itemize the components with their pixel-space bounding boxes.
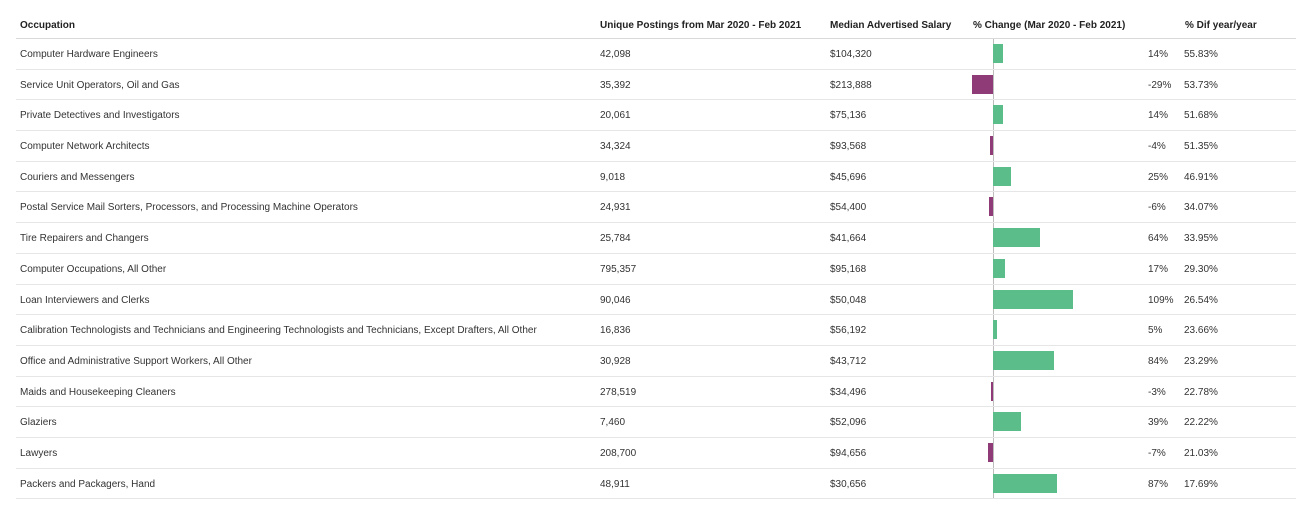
table-row[interactable] xyxy=(16,100,1296,131)
header-occupation[interactable]: Occupation xyxy=(20,20,76,31)
salary-cell: $43,712 xyxy=(830,355,867,367)
table-row[interactable] xyxy=(16,254,1296,285)
zero-axis-line xyxy=(993,438,994,468)
change-label: 25% xyxy=(1148,171,1169,183)
occupation-table xyxy=(16,10,1296,499)
change-bar[interactable] xyxy=(993,412,1021,431)
dif-cell: 46.91% xyxy=(1184,171,1218,183)
occupation-cell: Postal Service Mail Sorters, Processors, and Processing Machine Operators xyxy=(20,202,358,214)
header-dif[interactable]: % Dif year/year xyxy=(1185,20,1257,31)
table-row[interactable] xyxy=(16,315,1296,346)
change-label: -29% xyxy=(1148,79,1172,91)
occupation-cell: Loan Interviewers and Clerks xyxy=(20,294,150,306)
dif-cell: 55.83% xyxy=(1184,49,1218,60)
occupation-cell: Couriers and Messengers xyxy=(20,171,135,183)
salary-cell: $50,048 xyxy=(830,294,867,306)
table-row[interactable] xyxy=(16,192,1296,223)
change-bar[interactable] xyxy=(993,351,1054,370)
table-row[interactable] xyxy=(16,285,1296,316)
change-label: 14% xyxy=(1148,110,1169,122)
zero-axis-line xyxy=(993,70,994,100)
occupation-cell: Computer Hardware Engineers xyxy=(20,49,158,60)
postings-cell: 278,519 xyxy=(600,386,637,398)
change-label: 14% xyxy=(1148,49,1169,60)
salary-cell: $94,656 xyxy=(830,447,867,459)
change-label: -6% xyxy=(1148,202,1166,214)
salary-cell: $95,168 xyxy=(830,263,867,275)
change-bar[interactable] xyxy=(993,474,1057,493)
salary-cell: $34,496 xyxy=(830,386,867,398)
header-postings[interactable]: Unique Postings from Mar 2020 - Feb 2021 xyxy=(600,20,802,31)
postings-cell: 24,931 xyxy=(600,202,631,214)
table-row[interactable] xyxy=(16,469,1296,500)
zero-axis-line xyxy=(993,192,994,222)
occupation-cell: Computer Network Architects xyxy=(20,141,150,153)
postings-cell: 795,357 xyxy=(600,263,637,275)
change-label: -7% xyxy=(1148,447,1166,459)
change-label: 17% xyxy=(1148,263,1169,275)
table-body xyxy=(16,39,1296,499)
postings-cell: 208,700 xyxy=(600,447,637,459)
dif-cell: 33.95% xyxy=(1184,233,1218,245)
postings-cell: 42,098 xyxy=(600,49,631,60)
change-bar[interactable] xyxy=(989,197,993,216)
table-row[interactable] xyxy=(16,407,1296,438)
change-bar[interactable] xyxy=(991,382,993,401)
change-bar[interactable] xyxy=(993,259,1005,278)
occupation-cell: Private Detectives and Investigators xyxy=(20,110,180,122)
salary-cell: $45,696 xyxy=(830,171,867,183)
table-row[interactable] xyxy=(16,438,1296,469)
dif-cell: 26.54% xyxy=(1184,294,1218,306)
salary-cell: $213,888 xyxy=(830,79,872,91)
table-row[interactable] xyxy=(16,39,1296,70)
change-label: 5% xyxy=(1148,325,1163,337)
change-bar[interactable] xyxy=(993,320,997,339)
change-bar[interactable] xyxy=(988,443,993,462)
table-row[interactable] xyxy=(16,346,1296,377)
postings-cell: 90,046 xyxy=(600,294,631,306)
salary-cell: $41,664 xyxy=(830,233,867,245)
occupation-cell: Service Unit Operators, Oil and Gas xyxy=(20,79,180,91)
occupation-cell: Calibration Technologists and Technicians and Engineering Technologists and Technicians, Except Drafters, All Other xyxy=(20,325,537,337)
header-salary[interactable]: Median Advertised Salary xyxy=(830,20,952,31)
table-row[interactable] xyxy=(16,131,1296,162)
salary-cell: $30,656 xyxy=(830,478,867,490)
change-label: -4% xyxy=(1148,141,1166,153)
occupation-cell: Packers and Packagers, Hand xyxy=(20,478,156,490)
postings-cell: 9,018 xyxy=(600,171,626,183)
dif-cell: 34.07% xyxy=(1184,202,1218,214)
dif-cell: 22.22% xyxy=(1184,417,1218,429)
change-bar[interactable] xyxy=(993,105,1003,124)
occupation-cell: Lawyers xyxy=(20,447,58,459)
change-bar[interactable] xyxy=(993,44,1003,63)
salary-cell: $56,192 xyxy=(830,325,867,337)
salary-cell: $104,320 xyxy=(830,49,872,60)
table-row[interactable] xyxy=(16,223,1296,254)
postings-cell: 16,836 xyxy=(600,325,631,337)
dif-cell: 51.35% xyxy=(1184,141,1218,153)
change-label: 84% xyxy=(1148,355,1169,367)
change-bar[interactable] xyxy=(972,75,993,94)
zero-axis-line xyxy=(993,131,994,161)
dif-cell: 23.66% xyxy=(1184,325,1218,337)
change-label: 64% xyxy=(1148,233,1169,245)
postings-cell: 20,061 xyxy=(600,110,631,122)
postings-cell: 48,911 xyxy=(600,478,630,490)
change-label: -3% xyxy=(1148,386,1166,398)
salary-cell: $93,568 xyxy=(830,141,867,153)
occupation-cell: Tire Repairers and Changers xyxy=(20,233,149,245)
table-row[interactable] xyxy=(16,70,1296,101)
occupation-cell: Office and Administrative Support Workers, All Other xyxy=(20,355,252,367)
dif-cell: 21.03% xyxy=(1184,447,1218,459)
dif-cell: 51.68% xyxy=(1184,110,1218,122)
occupation-cell: Computer Occupations, All Other xyxy=(20,263,167,275)
change-bar[interactable] xyxy=(990,136,993,155)
zero-axis-line xyxy=(993,377,994,407)
table-row[interactable] xyxy=(16,162,1296,193)
change-label: 87% xyxy=(1148,478,1169,490)
occupation-cell: Glaziers xyxy=(20,417,57,429)
table-header xyxy=(16,10,1296,39)
salary-cell: $75,136 xyxy=(830,110,867,122)
postings-cell: 30,928 xyxy=(600,355,631,367)
change-label: 39% xyxy=(1148,417,1169,429)
change-bar[interactable] xyxy=(993,228,1040,247)
occupation-cell: Maids and Housekeeping Cleaners xyxy=(20,386,176,398)
change-label: 109% xyxy=(1148,294,1174,306)
dif-cell: 17.69% xyxy=(1184,478,1218,490)
dif-cell: 29.30% xyxy=(1184,263,1218,275)
dif-cell: 53.73% xyxy=(1184,79,1218,91)
change-bar[interactable] xyxy=(993,167,1011,186)
table-row[interactable] xyxy=(16,377,1296,408)
dif-cell: 23.29% xyxy=(1184,355,1218,367)
postings-cell: 35,392 xyxy=(600,79,631,91)
salary-cell: $52,096 xyxy=(830,417,867,429)
postings-cell: 7,460 xyxy=(600,417,626,429)
postings-cell: 25,784 xyxy=(600,233,631,245)
header-change[interactable]: % Change (Mar 2020 - Feb 2021) xyxy=(973,20,1126,31)
salary-cell: $54,400 xyxy=(830,202,867,214)
dif-cell: 22.78% xyxy=(1184,386,1218,398)
postings-cell: 34,324 xyxy=(600,141,631,153)
change-bar[interactable] xyxy=(993,290,1073,309)
